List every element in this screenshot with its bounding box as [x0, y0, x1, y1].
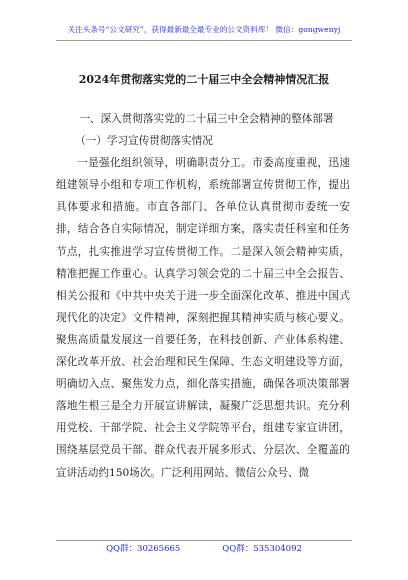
sub-heading: （一）学习宣传贯彻落实情况 [75, 135, 213, 148]
section-heading: 一、深入贯彻落实党的二十届三中全会精神的整体部署 [79, 113, 334, 125]
header-divider [56, 40, 352, 41]
footer-qq-group-1: QQ群：30265665 [106, 544, 181, 554]
document-title: 2024年贯彻落实党的二十届三中全会精神情况汇报 [78, 73, 330, 86]
header-note: 关注头条号“公文研究”，获得最新最全最专业的公文资料库！ 微信：gongwenyj [67, 25, 341, 34]
footer-qq-group-2: QQ群：535304092 [222, 544, 302, 554]
body-paragraph: 一是强化组织领导，明确职责分工。市委高度重视，迅速组建领导小组和专项工作机构，系统部署宣传贯彻工作，提出具体要求和措施。市直各部门、各单位认真贯彻市委统一安排，结合各自实际情况，制定详细方案，落实责任科室和任务节点，扎实推进学习宣传贯彻工作。二是深入领会精神实质，精准把握工作重心。认真学习领会党的二十届三中全会报告、相关公报和《中共中央关于进一步全面深化改革、推进中国式现代化的决定》文件精神，深刻把握其精神实质与核心要义。聚焦高质量发展这一首要任务，在科技创新、产业体系构建、深化改革开放、社会治理和民生保障、生态文明建设等方面，明确切入点、聚焦发力点，细化落实措施，确保各项决策部署落地生根三是全力开展宣讲解读，凝聚广泛思想共识。充分利用党校、干部学院、社会主义学院等平台，组建专家宣讲团，围绕基层党员干部、群众代表开展多形式、分层次、全覆盖的宣讲活动约150场次。广泛利用网站、微信公众号、微 [56, 157, 350, 479]
footer-contacts [0, 542, 408, 554]
document-body [56, 108, 350, 484]
